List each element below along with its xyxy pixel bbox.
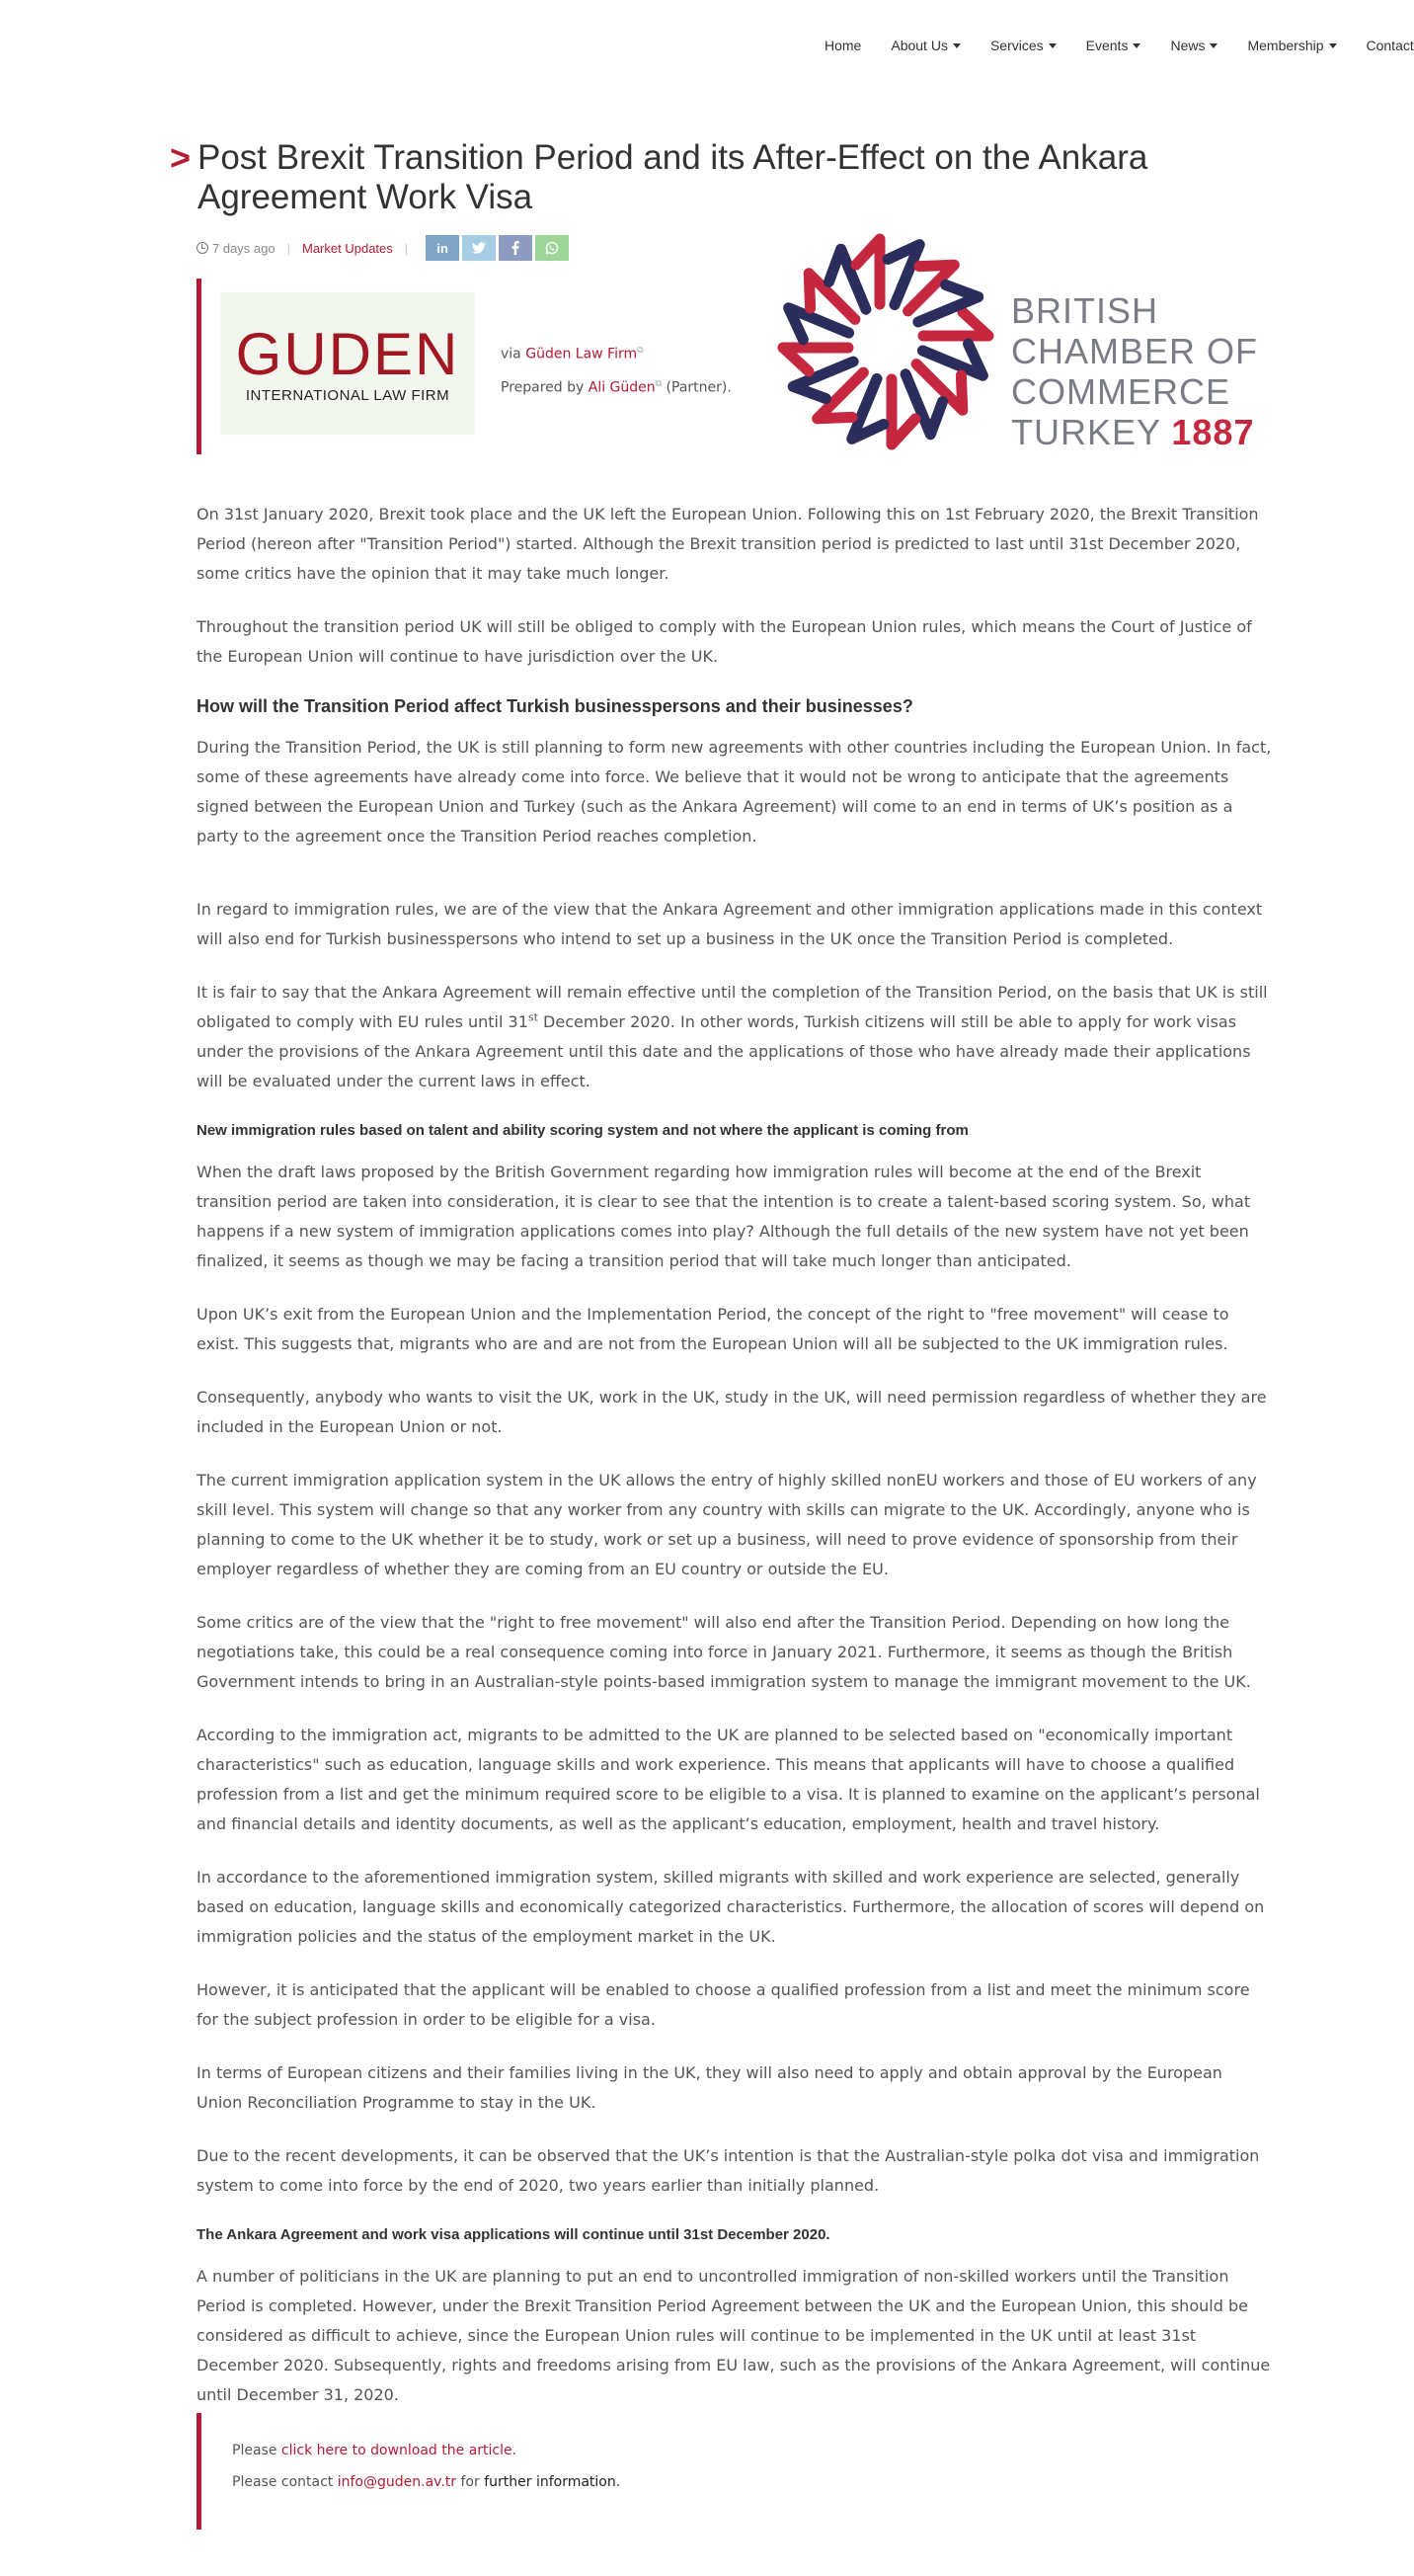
article-paragraph: When the draft laws proposed by the British Government regarding how immigration rules will become at the end of the Brexit transition period are taken into consideration, it is clear to see that the intention is to create a talent-based scoring system. So, what happens if a new system of immigration applications comes into play? Although the full details of the new system have not yet been finalized, it seems as though we may be facing a transition period that will take much longer than anticipated.: [196, 1163, 1251, 1270]
via-prefix: via: [501, 346, 521, 362]
post-category-link[interactable]: Market Updates: [302, 240, 393, 256]
section-heading: New immigration rules based on talent and ability scoring system and not where the applicant is coming from: [196, 1122, 969, 1139]
article-paragraph: Throughout the transition period UK will still be obliged to comply with the European Union rules, which means the Court of Justice of the European Union will continue to have jurisdiction over the UK.: [196, 617, 1252, 666]
article-paragraph: [196, 978, 1273, 1096]
external-link-icon: ⧉: [637, 346, 644, 356]
caret-down-icon: [1049, 43, 1057, 48]
source-credits: [501, 336, 732, 402]
nav-news[interactable]: [1155, 38, 1232, 53]
guden-logo: [220, 292, 475, 435]
main-nav: [810, 38, 1414, 53]
source-box: [196, 279, 1259, 454]
via-line: [501, 336, 732, 369]
ordinal-suffix: st: [527, 1010, 538, 1024]
article-paragraph: The current immigration application system in the UK allows the entry of highly skilled nonEU workers and those of EU workers of any skill level. This system will change so that any worker from any country with skills can migrate to the UK. Accordingly, anyone who is planning to come to the UK whether it be to study, work or set up a business, will need to prove evidence of sponsorship from their employer regardless of whether they are coming from an EU country or outside the EU.: [196, 1471, 1257, 1578]
contact-prefix: Please contact: [232, 2474, 334, 2490]
bcct-star-emblem: [767, 223, 1004, 460]
nav-news-label: News: [1170, 38, 1206, 53]
section-heading: The Ankara Agreement and work visa applications will continue until 31st December 2020.: [196, 2226, 830, 2243]
prepared-line: [501, 369, 732, 403]
caret-down-icon: [953, 43, 961, 48]
twitter-icon: [472, 242, 486, 254]
bcct-line-4: [1011, 412, 1258, 452]
paragraph-text: December 2020. In other words, Turkish citizens will still be able to apply for work visas under the provisions of the Ankara Agreement until this date and the applications of those who have already made their applications will be evaluated under the current laws in effect.: [196, 1012, 1251, 1090]
title-arrow-icon: >: [170, 137, 192, 178]
prepared-prefix: Prepared by: [501, 379, 585, 396]
article-paragraph: On 31st January 2020, Brexit took place and the UK left the European Union. Following this on 1st February 2020, the Brexit Transition Period (hereon after "Transition Period") started. Although the Brexit transition period is predicted to last until 31st December 2020, some critics have the opinion that it may take much longer.: [196, 505, 1259, 583]
article-paragraph: Consequently, anybody who wants to visit the UK, work in the UK, study in the UK, will need permission regardless of whether they are included in the European Union or not.: [196, 1388, 1267, 1436]
download-prefix: Please: [232, 2443, 277, 2458]
nav-contact[interactable]: [1352, 38, 1414, 53]
nav-events-label: Events: [1085, 38, 1129, 53]
article-paragraph: In accordance to the aforementioned immigration system, skilled migrants with skilled and work experience are selected, generally based on education, language skills and economically categorized characteristics. Furthermore, the allocation of scores will depend on immigration policies and the status of the employment market in the UK.: [196, 1868, 1265, 1946]
article-paragraph: According to the immigration act, migrants to be admitted to the UK are planned to be selected based on "economically important characteristics" such as education, language skills and work experience. This means that applicants will have to choose a qualified profession from a list and get the minimum required score to be eligible to a visa. It is planned to examine on the applicant’s personal and financial details and identity documents, as well as the applicant’s education, employment, health and travel history.: [196, 1726, 1260, 1833]
contact-suffix: further information.: [484, 2474, 621, 2490]
section-heading: How will the Transition Period affect Turkish businesspersons and their businesses?: [196, 696, 913, 716]
nav-about-us-label: About Us: [891, 38, 948, 53]
nav-events[interactable]: [1071, 38, 1156, 53]
download-article-link[interactable]: click here to download the article.: [280, 2443, 517, 2458]
nav-home[interactable]: [810, 38, 876, 53]
whatsapp-icon: [545, 241, 559, 255]
bcct-line-1: BRITISH: [1011, 290, 1159, 331]
nav-home-label: Home: [825, 38, 862, 53]
article-paragraph: Upon UK’s exit from the European Union and the Implementation Period, the concept of the right to "free movement" will cease to exist. This suggests that, migrants who are and are not from the European Union will all be subjected to the UK immigration rules.: [196, 1305, 1229, 1353]
meta-separator: |: [404, 240, 409, 256]
external-link-icon: ⧉: [655, 378, 663, 389]
caret-down-icon: [1133, 43, 1140, 48]
prepared-suffix: (Partner).: [666, 379, 732, 396]
article-paragraph: In terms of European citizens and their families living in the UK, they will also need to apply and obtain approval by the European Union Reconciliation Programme to stay in the UK.: [196, 2063, 1222, 2112]
bcct-line-2: CHAMBER OF: [1011, 331, 1259, 371]
page-title: Post Brexit Transition Period and its After-Effect on the Ankara Agreement Work Visa: [197, 138, 1148, 216]
contact-mid: for: [460, 2474, 480, 2490]
accent-bar: [196, 279, 201, 454]
bcct-wordmark: [1011, 290, 1258, 452]
article-body: [196, 500, 1273, 2434]
whatsapp-share-button[interactable]: [535, 235, 569, 261]
article-paragraph: During the Transition Period, the UK is still planning to form new agreements with other countries including the European Union. In fact, some of these agreements have already come into force. We believe that it would not be wrong to anticipate that the agreements signed between the European Union and Turkey (such as the Ankara Agreement) will come to an end in terms of UK’s position as a party to the agreement once the Transition Period reaches completion.: [196, 738, 1272, 845]
post-meta: [196, 235, 569, 261]
article-paragraph: Some critics are of the view that the "right to free movement" will also end after the Transition Period. Depending on how long the negotiations take, this could be a real consequence coming into force in January 2021. Furthermore, it seems as though the British Government intends to bring in an Australian-style points-based immigration system to manage the immigrant movement to the UK.: [196, 1613, 1251, 1691]
nav-about-us[interactable]: [876, 38, 976, 53]
guden-logo-subtitle: INTERNATIONAL LAW FIRM: [245, 386, 450, 404]
bcct-year: 1887: [1171, 412, 1255, 452]
post-header: [170, 138, 1256, 217]
guden-logo-wordmark: GUDEN: [235, 320, 460, 387]
article-paragraph: A number of politicians in the UK are planning to put an end to uncontrolled immigration of non-skilled workers until the Transition Period is completed. However, under the Brexit Transition Period Agreement between the UK and the European Union, this should be considered as difficult to achieve, since the European Union rules will continue to be implemented in the UK until at least 31st December 2020. Subsequently, rights and freedoms arising from EU law, such as the provisions of the Ankara Agreement, will continue until December 31, 2020.: [196, 2267, 1271, 2404]
share-buttons: [426, 235, 569, 261]
nav-contact-label: Contact: [1366, 38, 1414, 53]
nav-membership-label: Membership: [1247, 38, 1324, 53]
facebook-share-button[interactable]: [499, 235, 532, 261]
contact-email-link[interactable]: info@guden.av.tr: [337, 2474, 457, 2490]
facebook-icon: [511, 241, 519, 255]
accent-bar: [196, 2413, 201, 2530]
nav-membership[interactable]: [1232, 38, 1351, 53]
author-link[interactable]: Ali Güden: [588, 379, 656, 396]
caret-down-icon: [1329, 43, 1337, 48]
article-paragraph: Due to the recent developments, it can be observed that the UK’s intention is that the Australian-style polka dot visa and immigration system to come into force by the end of 2020, two years earlier than initially planned.: [196, 2146, 1260, 2195]
article-paragraph: In regard to immigration rules, we are of the view that the Ankara Agreement and other immigration applications made in this context will also end for Turkish businesspersons who intend to set up a business in the UK once the Transition Period is completed.: [196, 900, 1263, 948]
download-box: [196, 2413, 1253, 2530]
post-time: 7 days ago: [212, 240, 275, 256]
caret-down-icon: [1210, 43, 1218, 48]
contact-line: [232, 2466, 620, 2498]
guden-law-firm-link[interactable]: Güden Law Firm: [525, 346, 638, 362]
bcct-logo: [767, 233, 1261, 450]
paragraph-text: It is fair to say that the Ankara Agreement will remain effective until the completion of the Transition Period, on the basis that UK is still obligated to comply with EU rules until 31: [196, 983, 1268, 1031]
meta-separator: |: [286, 240, 290, 256]
linkedin-share-button[interactable]: in: [426, 235, 459, 261]
download-lines: [232, 2435, 620, 2498]
nav-services-label: Services: [989, 38, 1044, 53]
clock-icon: [196, 242, 208, 254]
bcct-line-3: COMMERCE: [1011, 371, 1230, 412]
nav-services[interactable]: [976, 38, 1071, 53]
article-paragraph: However, it is anticipated that the applicant will be enabled to choose a qualified profession from a list and meet the minimum score for the subject profession in order to be eligible for a visa.: [196, 1980, 1250, 2029]
download-line: [232, 2435, 620, 2466]
twitter-share-button[interactable]: [462, 235, 496, 261]
bcct-country: TURKEY: [1011, 412, 1161, 452]
